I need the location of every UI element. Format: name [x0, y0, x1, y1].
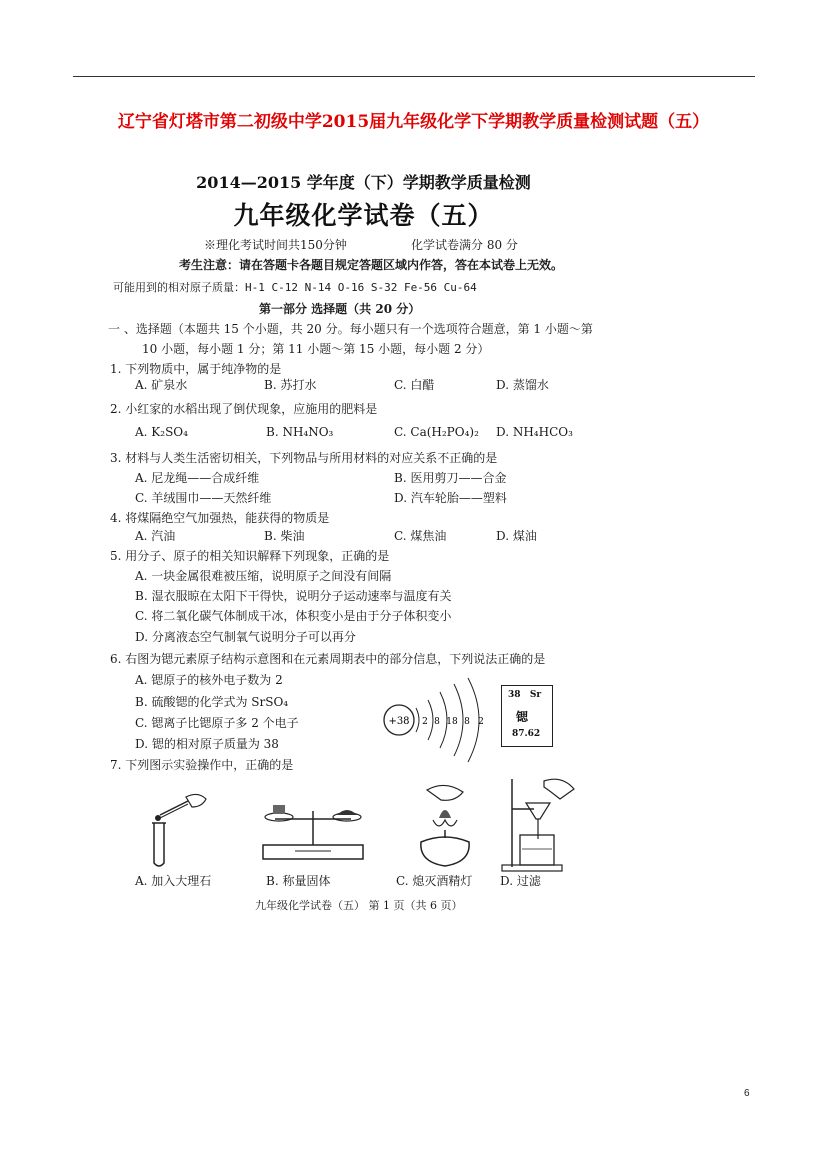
question-stem: 6. 右图为锶元素原子结构示意图和在元素周期表中的部分信息，下列说法正确的是 [110, 652, 546, 666]
question-option: D. 锶的相对原子质量为 38 [135, 737, 279, 751]
shell-electron-count: 8 [434, 717, 440, 727]
exam-footer: 九年级化学试卷（五） 第 1 页（共 6 页） [255, 899, 463, 912]
question-option: B. 硫酸锶的化学式为 SrSO₄ [135, 695, 289, 709]
section-instruction-cont: 10 小题，每小题 1 分；第 11 小题～第 15 小题，每小题 2 分） [142, 342, 490, 356]
question-option: C. 羊绒围巾——天然纤维 [135, 491, 272, 505]
question-option: A. 汽油 [135, 529, 176, 543]
question-stem: 1. 下列物质中，属于纯净物的是 [110, 362, 282, 376]
question-option: B. 湿衣服晾在太阳下干得快，说明分子运动速率与温度有关 [135, 589, 452, 603]
question-option: D. 蒸馏水 [496, 378, 549, 392]
electron-shell-arc [416, 708, 419, 732]
page-number: 6 [744, 1088, 750, 1099]
question-option: D. NH₄HCO₃ [496, 425, 573, 439]
question-option: C. 煤焦油 [394, 529, 447, 543]
atomic-number-symbol: 38 Sr [508, 690, 542, 700]
shell-electron-count: 2 [478, 717, 484, 727]
question-option: A. 锶原子的核外电子数为 2 [135, 673, 283, 687]
question-option: D. 分离液态空气制氧气说明分子可以再分 [135, 630, 356, 644]
shell-electron-count: 2 [422, 717, 428, 727]
alcohol-lamp-figure [405, 780, 485, 870]
filtration-figure [500, 775, 580, 875]
periodic-table-cell [501, 685, 553, 747]
question-option: C. 将二氧化碳气体制成干冰，体积变小是由于分子体积变小 [135, 609, 452, 623]
question-option: D. 过滤 [500, 874, 541, 888]
question-option: B. 苏打水 [264, 378, 317, 392]
question-option: A. 尼龙绳——合成纤维 [135, 471, 260, 485]
question-option: A. 一块金属很难被压缩，说明原子之间没有间隔 [135, 569, 392, 583]
atomic-masses: 可能用到的相对原子质量：H-1 C-12 N-14 O-16 S-32 Fe-56 Cu-64 [113, 281, 477, 294]
exam-header-year: 2014—2015 学年度（下）学期教学质量检测 [196, 173, 531, 192]
question-option: B. NH₄NO₃ [266, 425, 334, 439]
shell-electron-count: 18 [446, 717, 458, 727]
strontium-atom-diagram [380, 670, 495, 770]
part-one-title: 第一部分 选择题（共 20 分） [259, 302, 421, 316]
test-tube-tongs-figure [140, 785, 215, 870]
question-option: B. 称量固体 [266, 874, 331, 888]
question-option: B. 医用剪刀——合金 [394, 471, 507, 485]
electron-shell-arc [428, 700, 433, 740]
question-option: C. Ca(H₂PO₄)₂ [394, 425, 479, 439]
question-option: A. 矿泉水 [135, 378, 188, 392]
question-option: A. K₂SO₄ [135, 425, 188, 439]
atomic-mass: 87.62 [512, 729, 541, 739]
element-name: 锶 [516, 710, 529, 724]
exam-notice: 考生注意：请在答题卡各题目规定答题区域内作答，答在本试卷上无效。 [179, 258, 564, 272]
question-option: D. 汽车轮胎——塑料 [394, 491, 507, 505]
question-option: C. 白醋 [394, 378, 435, 392]
nucleus-charge: +38 [388, 716, 410, 727]
question-stem: 2. 小红家的水稻出现了倒伏现象，应施用的肥料是 [110, 402, 378, 416]
question-option: D. 煤油 [496, 529, 537, 543]
question-stem: 3. 材料与人类生活密切相关，下列物品与所用材料的对应关系不正确的是 [110, 451, 498, 465]
question-stem: 4. 将煤隔绝空气加强热，能获得的物质是 [110, 511, 330, 525]
section-instruction: 一 、选择题（本题共 15 个小题，共 20 分。每小题只有一个选项符合题意，第 1 小题～第 [108, 322, 593, 336]
question-stem: 5. 用分子、原子的相关知识解释下列现象，正确的是 [110, 549, 390, 563]
question-option: C. 熄灭酒精灯 [396, 874, 473, 888]
shell-electron-count: 8 [464, 717, 470, 727]
question-option: B. 柴油 [264, 529, 305, 543]
question-option: A. 加入大理石 [135, 874, 212, 888]
top-rule [73, 76, 755, 77]
time-note: ※理化考试时间共150分钟 [204, 238, 347, 252]
score-note: 化学试卷满分 80 分 [411, 238, 518, 252]
exam-header-title: 九年级化学试卷（五） [233, 201, 494, 230]
balance-scale-figure [255, 795, 370, 865]
question-stem: 7. 下列图示实验操作中，正确的是 [110, 758, 294, 772]
question-option: C. 锶离子比锶原子多 2 个电子 [135, 716, 299, 730]
document-title: 辽宁省灯塔市第二初级中学2015届九年级化学下学期教学质量检测试题（五） [117, 112, 710, 132]
